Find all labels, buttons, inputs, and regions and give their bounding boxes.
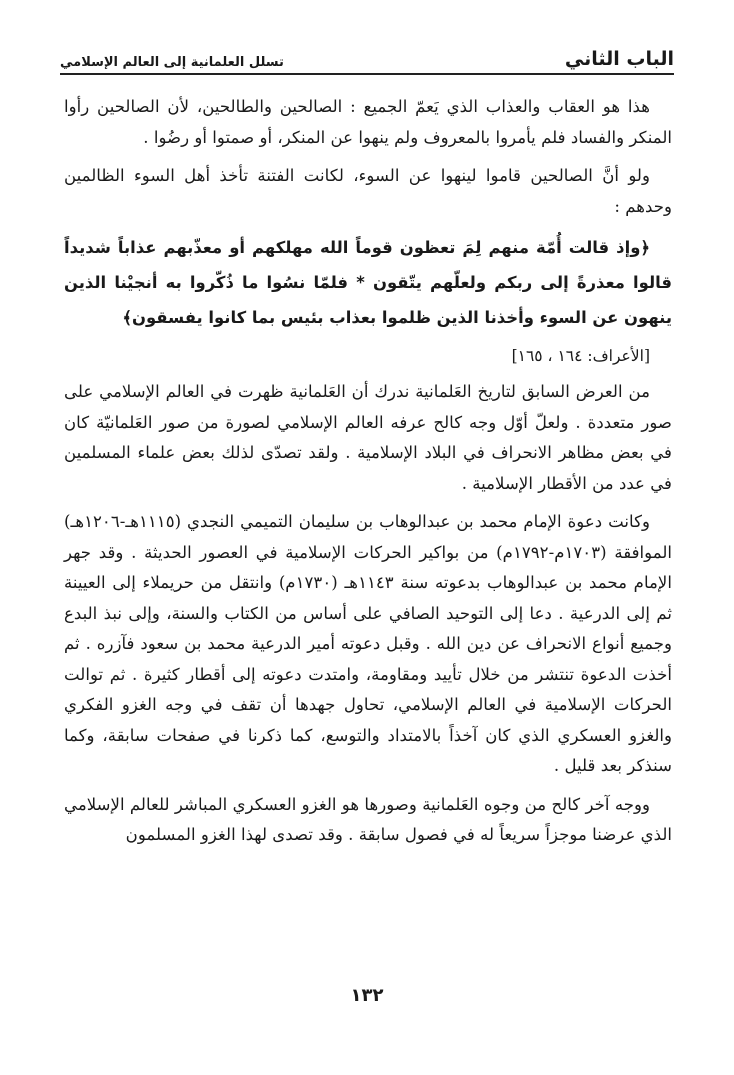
- paragraph-2: ولو أنَّ الصالحين قاموا لينهوا عن السوء، لكانت الفتنة تأخذ أهل السوء الظالمين وحدهم :: [64, 166, 672, 216]
- chapter-title: الباب الثاني: [564, 48, 674, 70]
- book-title: تسلل العلمانية إلى العالم الإسلامي: [60, 55, 284, 70]
- paragraph-3: من العرض السابق لتاريخ العَلمانية ندرك أن العَلمانية ظهرت في العالم الإسلامي على صور متعددة . ولعلّ أوّل وجه كالح عرفه العالم الإسلامي لصورة من صور العَلمانيّة كان في بعض مظاهر الانحراف في البلاد الإسلامية . ولقد تصدّى لذلك بعض علماء المسلمين في عدد من الأقطار الإسلامية .: [64, 382, 672, 493]
- running-header: [60, 34, 674, 70]
- paragraph-4: وكانت دعوة الإمام محمد بن عبدالوهاب بن سليمان التميمي النجدي (١١١٥هـ-١٢٠٦هـ) الموافقة (١٧٠٣م-١٧٩٢م) من بواكير الحركات الإسلامية في العصور الحديثة . وقد جهر الإمام محمد بن عبدالوهاب بدعوته سنة ١١٤٣هـ (١٧٣٠م) وانتقل من حريملاء إلى العيينة ثم إلى الدرعية . دعا إلى التوحيد الصافي على أساس من الكتاب والسنة، وإلى نبذ البدع وجميع أنواع الانحراف عن دين الله . وقبل دعوته أمير الدرعية محمد بن سعود فآزره . ثم أخذت الدعوة تنتشر من خلال تأييد ومقاومة، وامتدت دعوته إلى أقطار كثيرة . ثم توالت الحركات الإسلامية في العالم الإسلامي، تحاول جهدها أن تقف في وجه الغزو الفكري والغزو العسكري الذي كان آخذاً بالامتداد والتوسع، كما ذكرنا في صفحات سابقة، وكما سنذكر بعد قليل .: [64, 512, 672, 775]
- page-body: [64, 92, 672, 859]
- paragraph-1: هذا هو العقاب والعذاب الذي يَعمّ الجميع : الصالحين والطالحين، لأن الصالحين رأوا المنكر والفساد فلم يأمروا بالمعروف ولم ينهوا عن المنكر، أو صمتوا أو رضُوا .: [64, 97, 672, 147]
- quran-reference: [الأعراف: ١٦٤ ، ١٦٥]: [511, 347, 650, 365]
- header-rule: [60, 73, 674, 75]
- paragraph-5: ووجه آخر كالح من وجوه العَلمانية وصورها هو الغزو العسكري المباشر للعالم الإسلامي الذي عرضنا موجزاً سريعاً له في فصول سابقة . وقد تصدى لهذا الغزو المسلمون: [64, 794, 672, 844]
- quran-verse: ﴿وإذ قالت أُمّة منهم لِمَ تعظون قوماً الله مهلكهم أو معذّبهم عذاباً شديداً قالوا معذرةً إلى ربكم ولعلّهم يتّقون * فلمّا نسُوا ما ذُكّروا به أنجيْنا الذين ينهون عن السوء وأخذنا الذين ظلموا بعذاب بئيس بما كانوا يفسقون﴾: [64, 238, 672, 327]
- page-number: ١٣٢: [350, 985, 384, 1006]
